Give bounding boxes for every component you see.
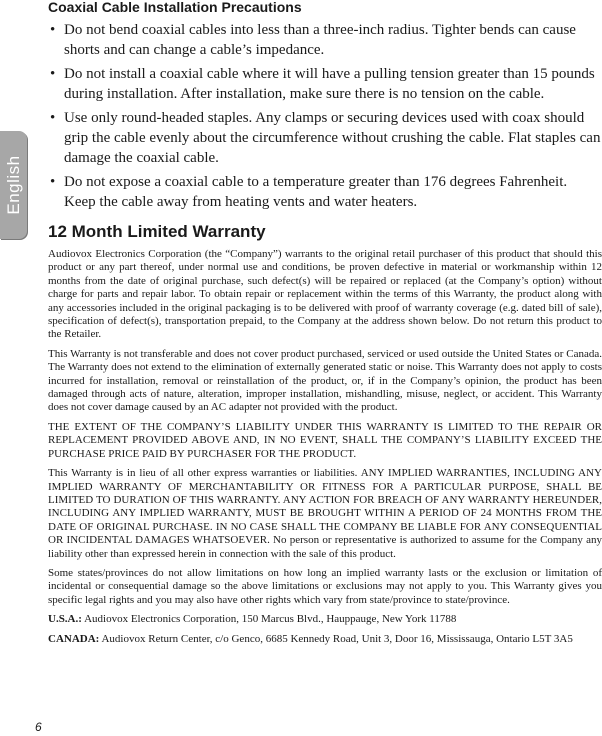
bullet-icon: •: [50, 110, 56, 126]
warranty-paragraph-exclusions: This Warranty is not transferable and does not cover product purchased, serviced or used outside the United States or Canada. The Warranty does not extend to the elimination of externally generated static or noise. This Warranty does not apply to costs incurred for installation, removal or reinstallation of the product, or, if in the Company’s opinion, the product has been damaged through acts of nature, alteration, improper installation, mishandling, misuse, neglect, or accident. This Warranty does not cover damage caused by an AC adapter not provided with the product.: [48, 347, 602, 414]
language-tab: [0, 131, 27, 239]
canada-address-label: CANADA:: [48, 632, 100, 645]
warranty-paragraph-state-rights: Some states/provinces do not allow limitations on how long an implied warranty lasts or the exclusion or limitation of incidental or consequential damage so the above limitations or exclusions may not apply to you. This Warranty gives you specific legal rights and you may also have other rights which vary from state/province to state/province.: [48, 566, 602, 606]
precautions-list: [48, 20, 602, 212]
canada-address: [48, 633, 602, 646]
list-item-text: Do not install a coaxial cable where it will have a pulling tension greater than 15 pounds during installation. After installation, make sure there is no tension on the cable.: [64, 66, 595, 102]
bullet-icon: •: [50, 22, 56, 38]
page-content: [48, 0, 602, 652]
list-item: [48, 20, 602, 60]
warranty-body: [48, 248, 602, 646]
language-tab-label: English: [3, 155, 23, 215]
page-number: 6: [35, 720, 42, 734]
bullet-icon: •: [50, 174, 56, 190]
list-item: [48, 108, 602, 168]
list-item: [48, 172, 602, 212]
canada-address-text: Audiovox Return Center, c/o Genco, 6685 Kennedy Road, Unit 3, Door 16, Mississauga, Ontario L5T 3A5: [101, 632, 573, 645]
warranty-paragraph-liability: THE EXTENT OF THE COMPANY’S LIABILITY UNDER THIS WARRANTY IS LIMITED TO THE REPAIR OR REPLACEMENT PROVIDED ABOVE AND, IN NO EVENT, SHALL THE COMPANY’S LIABILITY EXCEED THE PURCHASE PRICE PAID BY PURCHASER FOR THE PRODUCT.: [48, 420, 602, 460]
warranty-paragraph-coverage: Audiovox Electronics Corporation (the “Company”) warrants to the original retail purchaser of this product that should this product or any part thereof, under normal use and conditions, be proven defective in material or workmanship within 12 months from the date of original purchase, such defect(s) will be repaired or replaced (at the Company’s option) without charge for parts and repair labor. To obtain repair or replacement within the terms of this Warranty, the product along with any accessories included in the original packaging is to be delivered with proof of warranty coverage (e.g. dated bill of sale), specification of defect(s), transportation prepaid, to the Company at the address shown below. Do not return this product to the Retailer.: [48, 248, 602, 341]
list-item-text: Use only round-headed staples. Any clamps or securing devices used with coax should grip the cable evenly about the circumference without crushing the cable. Flat staples can damage the coaxial cable.: [64, 110, 601, 166]
list-item-text: Do not expose a coaxial cable to a temperature greater than 176 degrees Fahrenheit. Keep the cable away from heating vents and water heaters.: [64, 174, 568, 210]
precautions-heading: Coaxial Cable Installation Precautions: [48, 0, 302, 15]
list-item-text: Do not bend coaxial cables into less than a three-inch radius. Tighter bends can cause shorts and can change a cable’s impedance.: [64, 22, 576, 58]
warranty-heading: 12 Month Limited Warranty: [48, 222, 266, 241]
us-address-text: Audiovox Electronics Corporation, 150 Marcus Blvd., Hauppauge, New York 11788: [84, 613, 457, 626]
us-address-label: U.S.A.:: [48, 613, 82, 626]
list-item: [48, 64, 602, 104]
warranty-paragraph-implied: This Warranty is in lieu of all other express warranties or liabilities. ANY IMPLIED WARRANTIES, INCLUDING ANY IMPLIED WARRANTY OF MERCHANTABILITY OR FITNESS FOR A PARTICULAR PURPOSE, SHALL BE LIMITED TO DURATION OF THIS WARRANTY. ANY ACTION FOR BREACH OF ANY WARRANTY HEREUNDER, INCLUDING ANY IMPLIED WARRANTY, MUST BE BROUGHT WITHIN A PERIOD OF 24 MONTHS FROM THE DATE OF ORIGINAL PURCHASE. IN NO CASE SHALL THE COMPANY BE LIABLE FOR ANY CONSEQUENTIAL OR INCIDENTAL DAMAGES WHATSOEVER. No person or representative is authorized to assume for the Company any liability other than expressed herein in connection with the sale of this product.: [48, 467, 602, 560]
bullet-icon: •: [50, 66, 56, 82]
us-address: [48, 613, 602, 626]
